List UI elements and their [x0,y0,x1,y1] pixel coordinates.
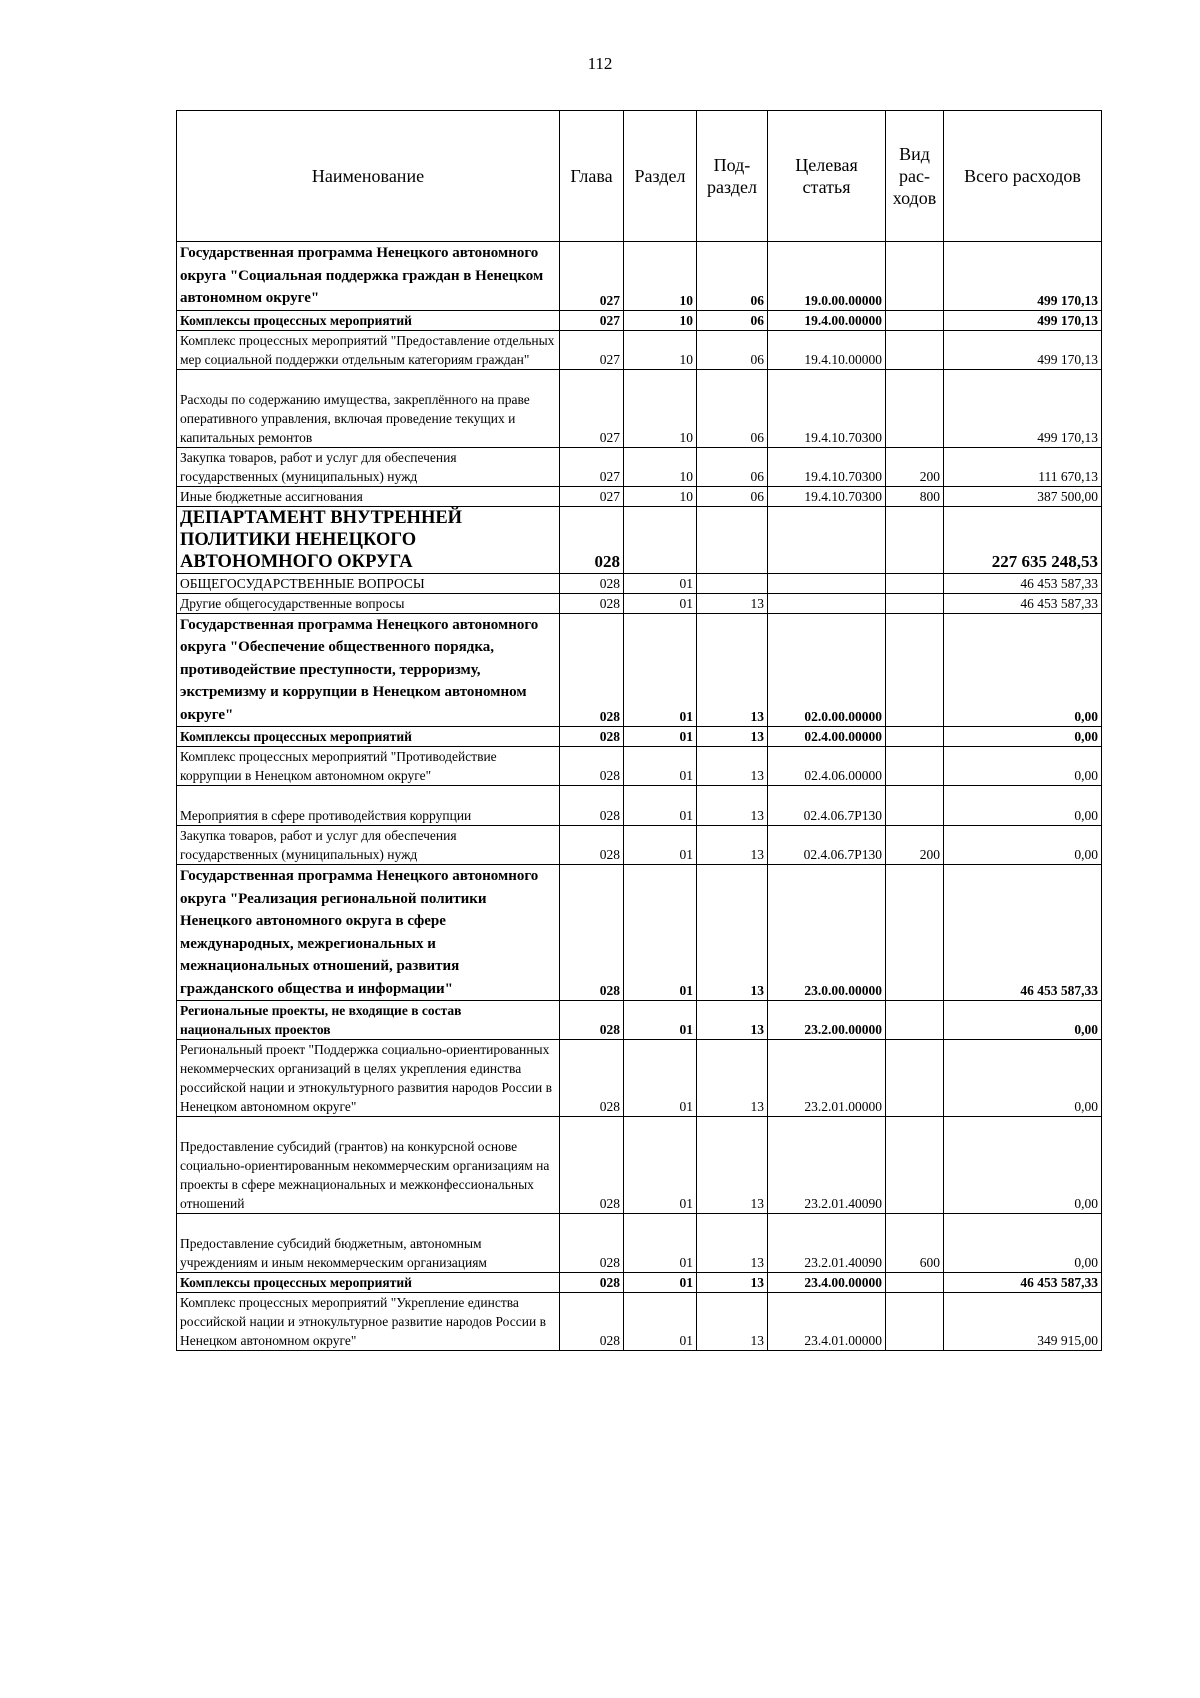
row-podrazdel: 13 [697,613,768,727]
row-vid [886,506,944,573]
table-row [177,1293,1102,1351]
row-vid [886,747,944,786]
row-razdel: 10 [624,486,697,506]
row-glava: 027 [560,310,624,330]
row-vid [886,1293,944,1351]
header-vid: Вид рас-ходов [886,111,944,242]
row-glava: 027 [560,369,624,447]
row-target: 02.4.06.7Р130 [768,786,886,826]
row-podrazdel: 06 [697,369,768,447]
row-vid [886,613,944,727]
row-total: 46 453 587,33 [944,593,1102,613]
table-row [177,447,1102,486]
row-total: 46 453 587,33 [944,1273,1102,1293]
row-target: 02.4.00.00000 [768,727,886,747]
row-total: 499 170,13 [944,330,1102,369]
row-podrazdel: 13 [697,593,768,613]
row-podrazdel: 13 [697,786,768,826]
header-razdel: Раздел [624,111,697,242]
table-row [177,330,1102,369]
row-razdel: 01 [624,613,697,727]
row-name: Комплексы процессных мероприятий [177,727,560,747]
table-row [177,786,1102,826]
row-vid [886,310,944,330]
row-total: 0,00 [944,1001,1102,1040]
row-name: Государственная программа Ненецкого автономного округа "Реализация региональной политики Ненецкого автономного округа в сфере международных, межрегиональных и межнациональных отношений, развития гражданского общества и информации" [177,865,560,1001]
row-total: 0,00 [944,1117,1102,1214]
table-row [177,1117,1102,1214]
row-total: 0,00 [944,1040,1102,1117]
row-podrazdel: 13 [697,1273,768,1293]
row-razdel: 01 [624,593,697,613]
row-total: 0,00 [944,727,1102,747]
row-target: 23.2.01.00000 [768,1040,886,1117]
row-target: 23.2.00.00000 [768,1001,886,1040]
row-podrazdel: 13 [697,1214,768,1273]
row-podrazdel: 13 [697,1040,768,1117]
table-row [177,242,1102,311]
table-row [177,826,1102,865]
row-total: 0,00 [944,786,1102,826]
row-name: Иные бюджетные ассигнования [177,486,560,506]
row-glava: 028 [560,593,624,613]
row-podrazdel: 13 [697,1293,768,1351]
row-name: Региональный проект "Поддержка социально-ориентированных некоммерческих организаций в целях укрепления единства российской нации и этнокультурного развития народов России в Ненецком автономном округе" [177,1040,560,1117]
row-razdel: 01 [624,1001,697,1040]
row-vid [886,1117,944,1214]
row-target [768,593,886,613]
budget-table [176,110,1102,1351]
row-vid: 800 [886,486,944,506]
row-glava: 028 [560,613,624,727]
row-target: 19.0.00.00000 [768,242,886,311]
row-name: Государственная программа Ненецкого автономного округа "Обеспечение общественного порядка, противодействие преступности, терроризму, экстремизму и коррупции в Ненецком автономном округе" [177,613,560,727]
row-target: 23.0.00.00000 [768,865,886,1001]
row-vid [886,865,944,1001]
row-podrazdel: 06 [697,447,768,486]
row-name: Комплексы процессных мероприятий [177,310,560,330]
row-glava: 027 [560,486,624,506]
row-razdel: 01 [624,727,697,747]
row-podrazdel: 06 [697,330,768,369]
table-row [177,1001,1102,1040]
row-name: Закупка товаров, работ и услуг для обеспечения государственных (муниципальных) нужд [177,447,560,486]
row-total: 0,00 [944,747,1102,786]
row-name: Предоставление субсидий (грантов) на конкурсной основе социально-ориентированным некоммерческим организациям на проекты в сфере межнациональных и межконфессиональных отношений [177,1117,560,1214]
header-glava: Глава [560,111,624,242]
row-target: 19.4.10.00000 [768,330,886,369]
row-total: 0,00 [944,1214,1102,1273]
row-vid [886,330,944,369]
row-vid [886,369,944,447]
row-glava: 028 [560,1273,624,1293]
row-podrazdel [697,573,768,593]
row-glava: 028 [560,786,624,826]
row-podrazdel: 06 [697,310,768,330]
row-glava: 027 [560,447,624,486]
row-vid: 600 [886,1214,944,1273]
row-razdel: 10 [624,330,697,369]
row-razdel: 01 [624,1040,697,1117]
row-podrazdel: 13 [697,1001,768,1040]
row-name: Расходы по содержанию имущества, закреплённого на праве оперативного управления, включая проведение текущих и капитальных ремонтов [177,369,560,447]
row-razdel: 01 [624,1214,697,1273]
row-target [768,573,886,593]
row-razdel: 01 [624,1117,697,1214]
row-target: 23.2.01.40090 [768,1117,886,1214]
row-name: Комплекс процессных мероприятий "Противодействие коррупции в Ненецком автономном округе" [177,747,560,786]
row-razdel: 01 [624,786,697,826]
row-razdel: 10 [624,369,697,447]
row-target [768,506,886,573]
row-razdel: 10 [624,447,697,486]
table-row [177,310,1102,330]
row-vid [886,786,944,826]
row-target: 23.4.00.00000 [768,1273,886,1293]
table-row [177,486,1102,506]
row-razdel: 10 [624,242,697,311]
row-name: Комплекс процессных мероприятий "Укрепление единства российской нации и этнокультурное развитие народов России в Ненецком автономном округе" [177,1293,560,1351]
row-target: 23.4.01.00000 [768,1293,886,1351]
row-razdel: 01 [624,573,697,593]
row-vid [886,573,944,593]
row-glava: 028 [560,1001,624,1040]
row-podrazdel: 06 [697,242,768,311]
row-razdel: 10 [624,310,697,330]
row-podrazdel: 13 [697,727,768,747]
row-name: Региональные проекты, не входящие в состав национальных проектов [177,1001,560,1040]
row-podrazdel: 06 [697,486,768,506]
row-razdel: 01 [624,1293,697,1351]
header-name: Наименование [177,111,560,242]
row-razdel: 01 [624,865,697,1001]
row-name: Предоставление субсидий бюджетным, автономным учреждениям и иным некоммерческим организациям [177,1214,560,1273]
row-razdel: 01 [624,747,697,786]
row-name: Комплекс процессных мероприятий "Предоставление отдельных мер социальной поддержки отдельным категориям граждан" [177,330,560,369]
table-row [177,593,1102,613]
row-vid [886,593,944,613]
row-name: ДЕПАРТАМЕНТ ВНУТРЕННЕЙ ПОЛИТИКИ НЕНЕЦКОГО АВТОНОМНОГО ОКРУГА [177,506,560,573]
row-glava: 028 [560,506,624,573]
row-target: 19.4.00.00000 [768,310,886,330]
row-glava: 028 [560,727,624,747]
row-total: 0,00 [944,613,1102,727]
row-total: 227 635 248,53 [944,506,1102,573]
table-row [177,727,1102,747]
table-row [177,1040,1102,1117]
row-name: Государственная программа Ненецкого автономного округа "Социальная поддержка граждан в Ненецком автономном округе" [177,242,560,311]
row-vid [886,1001,944,1040]
header-total: Всего расходов [944,111,1102,242]
row-podrazdel: 13 [697,826,768,865]
header-podrazdel: Под-раздел [697,111,768,242]
row-glava: 028 [560,1293,624,1351]
row-glava: 028 [560,1214,624,1273]
row-total: 499 170,13 [944,310,1102,330]
row-vid [886,242,944,311]
row-target: 23.2.01.40090 [768,1214,886,1273]
table-row [177,1214,1102,1273]
row-vid: 200 [886,447,944,486]
row-glava: 028 [560,747,624,786]
row-glava: 027 [560,242,624,311]
row-name: Другие общегосударственные вопросы [177,593,560,613]
row-name: Мероприятия в сфере противодействия коррупции [177,786,560,826]
table-row [177,747,1102,786]
row-vid: 200 [886,826,944,865]
table-header-row [177,111,1102,242]
row-target: 19.4.10.70300 [768,447,886,486]
row-razdel: 01 [624,1273,697,1293]
row-target: 19.4.10.70300 [768,369,886,447]
row-glava: 028 [560,573,624,593]
row-total: 499 170,13 [944,369,1102,447]
table-row [177,865,1102,1001]
row-total: 499 170,13 [944,242,1102,311]
row-total: 111 670,13 [944,447,1102,486]
table-row [177,369,1102,447]
row-name: ОБЩЕГОСУДАРСТВЕННЫЕ ВОПРОСЫ [177,573,560,593]
row-total: 0,00 [944,826,1102,865]
row-target: 02.4.06.00000 [768,747,886,786]
row-razdel: 01 [624,826,697,865]
row-glava: 028 [560,1117,624,1214]
row-name: Закупка товаров, работ и услуг для обеспечения государственных (муниципальных) нужд [177,826,560,865]
row-razdel [624,506,697,573]
row-podrazdel: 13 [697,865,768,1001]
row-podrazdel [697,506,768,573]
row-vid [886,1273,944,1293]
row-target: 19.4.10.70300 [768,486,886,506]
row-total: 46 453 587,33 [944,865,1102,1001]
row-total: 46 453 587,33 [944,573,1102,593]
table-row [177,1273,1102,1293]
row-glava: 028 [560,865,624,1001]
page-number: 112 [587,54,613,73]
row-podrazdel: 13 [697,747,768,786]
row-total: 349 915,00 [944,1293,1102,1351]
table-row [177,573,1102,593]
row-target: 02.4.06.7Р130 [768,826,886,865]
row-glava: 027 [560,330,624,369]
row-vid [886,1040,944,1117]
row-total: 387 500,00 [944,486,1102,506]
row-vid [886,727,944,747]
row-podrazdel: 13 [697,1117,768,1214]
header-target: Целевая статья [768,111,886,242]
row-target: 02.0.00.00000 [768,613,886,727]
table-row [177,506,1102,573]
table-row [177,613,1102,727]
row-glava: 028 [560,1040,624,1117]
row-glava: 028 [560,826,624,865]
row-name: Комплексы процессных мероприятий [177,1273,560,1293]
